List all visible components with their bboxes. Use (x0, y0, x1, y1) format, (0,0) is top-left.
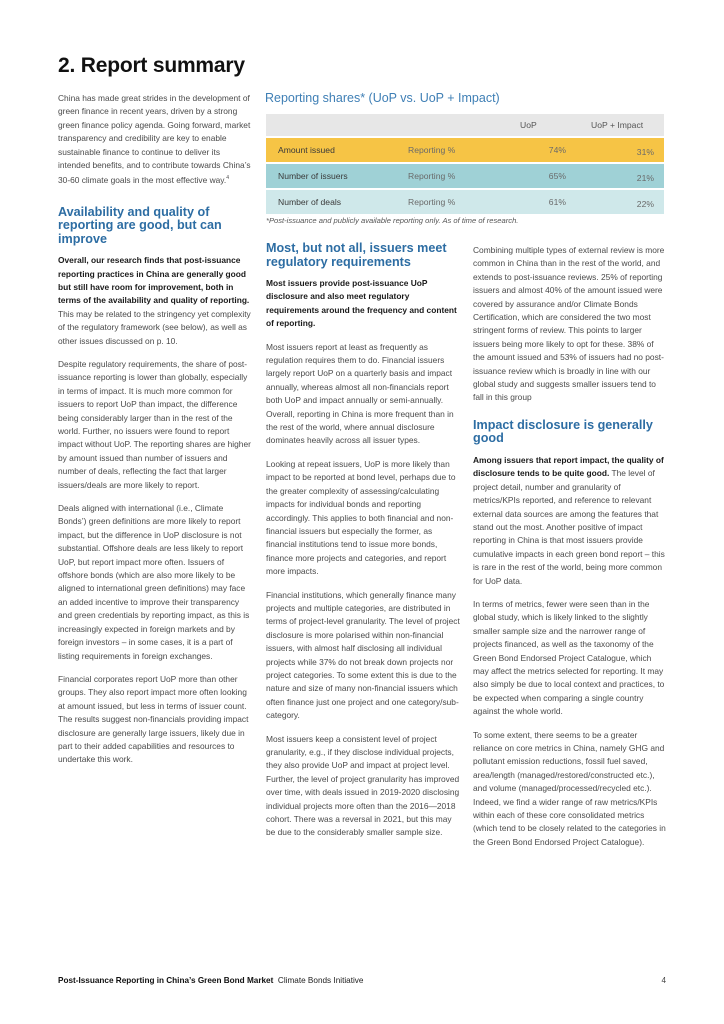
paragraph: Among issuers that report impact, the quality of disclosure tends to be quite good. The level of project detail, number and granularity of metrics/KPIs reported, and reference to relevant external data sources are among the features that stand out the most. Another positive of impact reporting in China is that most issuers provide cumulative impacts in each green bond report – this is rare in the rest of the world, being more common for UoP data. (473, 454, 665, 586)
section-heading-availability: Availability and quality of reporting are good, but can improve (58, 204, 222, 246)
row-impact-value: 22% (636, 199, 654, 209)
paragraph: Looking at repeat issuers, UoP is more likely than impact to be reported at bond level, perhaps due to the greater complexity of assessing/calculating impacts for individual bonds and reporting accordingly. This applies to both financial and non-financial issuers but especially the former, as financial institutions tend to issue more bonds, finance more projects and categories, and report more impacts. (266, 458, 456, 577)
intro-paragraph: China has made great strides in the development of green finance in recent years, driven by a strong green finance policy agenda. Going forward, market transparency and credibility are key to enable sustainable finance to continue to deliver its intended benefits, and to contribute towards China’s 30-60 climate goals in the most effective way.$^4$ (58, 93, 251, 186)
row-uop-value: 61% (548, 197, 566, 207)
paragraph: In terms of metrics, fewer were seen than in the global study, which is likely linked to the slightly smaller sample size and the narrower range of projects financed, as well as the taxonomy of the Green Bond Endorsed Project Catalogue, which may affect the metrics selected for reporting. It may also simply be due to local context and practices, to be expected when comparing a single country against the whole world. (473, 598, 665, 717)
row-impact-value: 31% (636, 147, 654, 157)
table-title: Reporting shares* (UoP vs. UoP + Impact) (265, 91, 500, 105)
table-row (266, 190, 664, 214)
column-right (473, 244, 667, 859)
paragraph: To some extent, there seems to be a greater reliance on core metrics in China, namely GHG and pollutant emission reductions, fossil fuel saved, area/length (managed/restored/constructed etc.), and volume (managed/processed/recycled etc.). Indeed, we find a wider range of raw metrics/KPIs within each of these core consolidated metrics (which tend to be closely related to the categories in the Green Bond Endorsed Project Catalogue). (473, 729, 666, 847)
footer (58, 976, 363, 985)
row-uop-value: 74% (548, 145, 566, 155)
table-row (266, 138, 664, 162)
footnote-ref: 4 (226, 175, 229, 182)
section-heading-impact: Impact disclosure is generally good (473, 417, 653, 446)
paragraph: Most issuers report at least as frequently as regulation requires them to do. Financial issuers largely report UoP on a quarterly basis and impact annually, whereas almost all non-financials report both UoP and impact annually or semi-annually. Overall, reporting in China is more frequent than in the rest of the world, where annual disclosure dominates heavily across all issuer types. (266, 341, 454, 446)
page-number: 4 (661, 976, 666, 985)
row-impact-value: 21% (636, 173, 654, 183)
paragraph: Most issuers keep a consistent level of project granularity, e.g., if they disclose individual projects, they also provide UoP and impact at project level. Further, the level of project granularity has improved over time, with deals issued in 2019-2020 disclosing individual projects more often than the 2016—2018 cohort. There was a reversal in 2021, but this may be due to the considerably smaller sample size. (266, 733, 460, 838)
paragraph: Most issuers provide post-issuance UoP disclosure and also meet regulatory requirements around the frequency and content of reporting. (266, 278, 457, 329)
footer-org: Climate Bonds Initiative (277, 976, 364, 985)
table-header-row (266, 114, 664, 136)
table-footnote: *Post-issuance and publicly available reporting only. As of time of research. (266, 216, 519, 225)
column-left (58, 92, 252, 777)
row-label: Number of deals (278, 197, 342, 207)
row-label: Amount issued (278, 145, 335, 155)
column-middle (266, 242, 461, 850)
row-metric: Reporting % (408, 145, 456, 155)
row-metric: Reporting % (408, 197, 456, 207)
paragraph: Overall, our research finds that post-issuance reporting practices in China are generally good but still have room for improvement, both in terms of the availability and quality of reporting. This may be related to the stringency yet complexity of the regulatory framework (see below), as well as other issues discussed on p. 10. (58, 255, 251, 346)
row-uop-value: 65% (548, 171, 566, 181)
paragraph: Despite regulatory requirements, the share of post-issuance reporting is lower than globally, especially in terms of impact. It is much more common for issuers to report UoP than impact, the difference being considerably larger than in the rest of the world. Further, no issuers were found to report impact without UoP. The reporting shares are higher by amount issued than number of issuers and number of deals, reflecting the fact that larger issuers/deals are more likely to report. (58, 358, 251, 490)
paragraph: Combining multiple types of external review is more common in China than in the rest of the world, and extends to post-issuance reviews. 25% of reporting issuers and almost 40% of the amount issued were covered by assurance and/or Climate Bonds Certification, which are considered the two most stringent forms of review. This points to larger issuers being more likely to opt for these. 38% of the amount issued and 53% of issuers had no post-issuance review which is broadly in line with our global study and suggests smaller issuers tend to fall in this group (473, 245, 665, 403)
row-label: Number of issuers (278, 171, 348, 181)
table-row (266, 164, 664, 188)
section-heading-regulatory: Most, but not all, issuers meet regulatory requirements (266, 241, 447, 269)
page-title: 2. Report summary (58, 54, 245, 77)
paragraph: Deals aligned with international (i.e., Climate Bonds’) green definitions are more likely to report impact, but the difference in UoP disclosure is not substantial. Offshore deals are less likely to report UoP, but report impact more often. Issuers of offshore bonds (which are also more likely to be aligned to international green definitions) may face an added incentive to improve their transparency and green credentials by reporting impact, as this is increasingly expected in foreign markets and by foreign investors – in some cases, it is a part of listing requirements in foreign exchanges. (58, 503, 250, 661)
row-metric: Reporting % (408, 171, 456, 181)
col-header-uop: UoP (520, 120, 537, 130)
paragraph: Financial institutions, which generally finance many projects and multiple categories, are distributed in terms of project-level granularity. The level of project disclosure is more polarised within non-financial issuers, with almost half disclosing all individual projects while 37% do not break down projects nor project categories. To some extent this is due to the nature and size of many non-financial issuers which often finance just one project and one category/sub-category. (266, 589, 460, 721)
paragraph: Financial corporates report UoP more than other groups. They also report impact more often looking at amount issued, but less in terms of issuer count. The results suggest non-financials providing impact disclosure are generally large issuers, likely due in part to their added capabilities and resources to undertake this work. (58, 673, 249, 765)
reporting-shares-table (266, 114, 664, 214)
col-header-uop-impact: UoP + Impact (591, 120, 644, 130)
footer-report-title: Post-Issuance Reporting in China’s Green Bond Market (58, 976, 274, 985)
